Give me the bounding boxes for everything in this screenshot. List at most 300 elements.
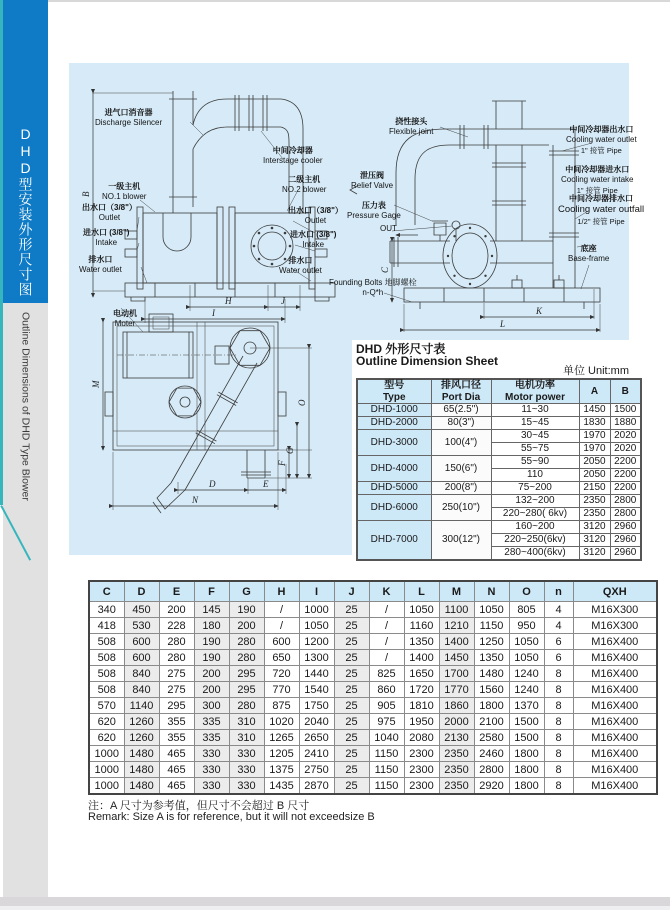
- table-cell: 1450: [579, 404, 610, 417]
- table-cell: 1050: [404, 602, 439, 618]
- table-cell: 1150: [474, 618, 509, 634]
- label-no1-blower: 一级主机 NO.1 blower: [102, 182, 147, 202]
- table-cell: 1200: [299, 634, 334, 650]
- table-cell: 280: [159, 650, 194, 666]
- table-cell: 25: [334, 714, 369, 730]
- table-cell: 2870: [299, 778, 334, 795]
- table-cell: 340: [89, 602, 124, 618]
- sheet-title-cn: DHD 外形尺寸表: [356, 342, 446, 356]
- dim-d: D: [209, 479, 216, 489]
- label-out: OUT: [380, 224, 397, 233]
- table-cell: D: [124, 581, 159, 602]
- table-cell: 330: [194, 762, 229, 778]
- table-cell: M16X400: [573, 746, 657, 762]
- table-cell: 450: [124, 602, 159, 618]
- table-cell: 4: [544, 602, 573, 618]
- label-flexible-joint: 挠性接头 Flexible joint: [389, 117, 434, 137]
- table-cell: 840: [124, 666, 159, 682]
- table-cell: 200: [194, 666, 229, 682]
- table-cell: 25: [334, 746, 369, 762]
- sheet-row: [357, 495, 641, 508]
- table-cell: M16X300: [573, 602, 657, 618]
- table-cell: 1150: [369, 762, 404, 778]
- table-cell: 1350: [474, 650, 509, 666]
- table-row: [89, 650, 657, 666]
- table-cell: 3120: [579, 547, 610, 561]
- table-cell: 860: [369, 682, 404, 698]
- label-cooling-water-outfall: 中间冷却器排水口 Cooling water outfall 1/2" 接管 Pipe: [558, 194, 645, 226]
- table-cell: 2650: [299, 730, 334, 746]
- table-cell: 2300: [404, 778, 439, 795]
- table-cell: 2300: [404, 746, 439, 762]
- table-cell: I: [299, 581, 334, 602]
- table-cell: 2050: [579, 456, 610, 469]
- table-cell: 1480: [124, 762, 159, 778]
- table-cell: 200: [194, 682, 229, 698]
- dim-g: G: [285, 447, 295, 454]
- table-cell: 220~250(6kv): [491, 534, 579, 547]
- table-cell: 1050: [474, 602, 509, 618]
- table-cell: n: [544, 581, 573, 602]
- table-cell: 2920: [474, 778, 509, 795]
- table-cell: 280: [159, 634, 194, 650]
- table-cell: 55~75: [491, 443, 579, 456]
- table-cell: 6: [544, 634, 573, 650]
- bottom-bar: [0, 897, 670, 906]
- table-cell: 1500: [509, 714, 544, 730]
- table-cell: 1250: [474, 634, 509, 650]
- table-cell: 1100: [439, 602, 474, 618]
- bottom-bar-light: [0, 906, 670, 910]
- dim-l: L: [500, 319, 506, 329]
- table-cell: 300(12"): [431, 521, 491, 561]
- table-cell: 2020: [610, 443, 641, 456]
- table-cell: 1480: [124, 778, 159, 795]
- table-row: [89, 634, 657, 650]
- size-table-header-row: [89, 581, 657, 602]
- size-table-body: [89, 602, 657, 795]
- table-cell: DHD-5000: [357, 482, 431, 495]
- col-port: 排风口径 Port Dia: [431, 379, 491, 404]
- table-cell: 2000: [439, 714, 474, 730]
- table-cell: 25: [334, 778, 369, 795]
- table-row: [89, 682, 657, 698]
- table-cell: 275: [159, 682, 194, 698]
- table-cell: 295: [159, 698, 194, 714]
- label-cooling-water-outlet: 中间冷却器出水口 Cooling water outlet 1" 接管 Pipe: [566, 125, 637, 155]
- table-cell: /: [264, 602, 299, 618]
- table-cell: 310: [229, 730, 264, 746]
- page-title-vertical-en: Outline Dimensions of DHD Type Blower: [19, 312, 32, 501]
- table-cell: 3120: [579, 534, 610, 547]
- table-cell: 330: [229, 778, 264, 795]
- label-intake-right: 进水口 (3/8") Intake: [290, 230, 337, 250]
- table-cell: DHD-2000: [357, 417, 431, 430]
- top-view-drawing: [91, 306, 367, 521]
- table-cell: 1260: [124, 730, 159, 746]
- table-cell: 1000: [89, 746, 124, 762]
- table-cell: 508: [89, 650, 124, 666]
- table-row: [89, 698, 657, 714]
- table-cell: 620: [89, 730, 124, 746]
- unit-label: 单位 Unit:mm: [563, 365, 629, 377]
- table-cell: 1050: [299, 618, 334, 634]
- label-pressure-gage: 压力表 Pressure Gage: [347, 201, 401, 221]
- table-cell: 8: [544, 714, 573, 730]
- table-cell: 600: [124, 634, 159, 650]
- table-cell: 2350: [579, 495, 610, 508]
- label-water-outlet-left: 排水口 Water outlet: [79, 255, 122, 275]
- table-cell: M16X400: [573, 698, 657, 714]
- table-cell: 875: [264, 698, 299, 714]
- sidebar-gray-banner: [3, 303, 48, 905]
- table-cell: 330: [229, 762, 264, 778]
- left-accent-line: [0, 0, 3, 505]
- page-title-vertical-cn: DHD型安装外形尺寸图: [17, 126, 34, 297]
- table-cell: 1450: [439, 650, 474, 666]
- sheet-row: [357, 404, 641, 417]
- label-discharge-silencer: 进气口消音器 Discharge Silencer: [95, 108, 163, 128]
- table-cell: DHD-7000: [357, 521, 431, 561]
- table-cell: DHD-1000: [357, 404, 431, 417]
- table-cell: M16X400: [573, 634, 657, 650]
- table-cell: 2350: [439, 778, 474, 795]
- table-cell: 8: [544, 730, 573, 746]
- table-cell: 1560: [474, 682, 509, 698]
- sheet-header-row: [357, 379, 641, 404]
- table-cell: 1800: [474, 698, 509, 714]
- table-cell: 1700: [439, 666, 474, 682]
- table-cell: 110: [491, 469, 579, 482]
- table-cell: 2750: [299, 762, 334, 778]
- table-cell: 2020: [610, 430, 641, 443]
- table-cell: 2580: [474, 730, 509, 746]
- table-cell: 1770: [439, 682, 474, 698]
- table-cell: 2960: [610, 547, 641, 561]
- table-cell: 2050: [579, 469, 610, 482]
- table-cell: 75~200: [491, 482, 579, 495]
- table-cell: 1950: [404, 714, 439, 730]
- table-cell: 530: [124, 618, 159, 634]
- table-row: [89, 714, 657, 730]
- table-cell: 100(4"): [431, 430, 491, 456]
- table-row: [89, 778, 657, 795]
- table-cell: 1150: [369, 778, 404, 795]
- table-cell: 1260: [124, 714, 159, 730]
- table-cell: 1480: [474, 666, 509, 682]
- col-power: 电机功率 Motor power: [491, 379, 579, 404]
- table-cell: 1160: [404, 618, 439, 634]
- table-cell: 465: [159, 746, 194, 762]
- table-cell: /: [369, 602, 404, 618]
- table-cell: 2200: [610, 456, 641, 469]
- table-cell: 200: [159, 602, 194, 618]
- remark-en: Remark: Size A is for reference, but it will not exceedsize B: [88, 811, 375, 823]
- table-cell: 2800: [474, 762, 509, 778]
- table-cell: 2800: [610, 508, 641, 521]
- sheet-row: [357, 430, 641, 443]
- table-cell: K: [369, 581, 404, 602]
- table-cell: 950: [509, 618, 544, 634]
- table-cell: 228: [159, 618, 194, 634]
- table-cell: 190: [194, 634, 229, 650]
- table-cell: 2150: [579, 482, 610, 495]
- table-cell: 2100: [474, 714, 509, 730]
- table-cell: 840: [124, 682, 159, 698]
- table-cell: 1500: [509, 730, 544, 746]
- table-cell: 1400: [404, 650, 439, 666]
- table-cell: 6: [544, 650, 573, 666]
- table-cell: 1970: [579, 443, 610, 456]
- table-cell: 1440: [299, 666, 334, 682]
- sheet-row: [357, 521, 641, 534]
- remark-cn: 注：A 尺寸为参考值，但尺寸不会超过 B 尺寸: [88, 800, 310, 812]
- table-cell: 1750: [299, 698, 334, 714]
- table-cell: G: [229, 581, 264, 602]
- table-cell: 1375: [264, 762, 299, 778]
- table-cell: 465: [159, 778, 194, 795]
- table-cell: 1500: [610, 404, 641, 417]
- table-cell: M16X400: [573, 666, 657, 682]
- dim-j: J: [281, 296, 285, 306]
- table-cell: L: [404, 581, 439, 602]
- table-cell: 145: [194, 602, 229, 618]
- table-cell: 1830: [579, 417, 610, 430]
- table-cell: 25: [334, 762, 369, 778]
- table-cell: E: [159, 581, 194, 602]
- table-cell: 1000: [89, 762, 124, 778]
- table-cell: 25: [334, 618, 369, 634]
- table-cell: 220~280( 6kv): [491, 508, 579, 521]
- table-cell: M16X300: [573, 618, 657, 634]
- table-cell: J: [334, 581, 369, 602]
- table-cell: 25: [334, 634, 369, 650]
- table-cell: 280: [229, 634, 264, 650]
- table-cell: 330: [194, 746, 229, 762]
- table-cell: O: [509, 581, 544, 602]
- table-cell: 200: [229, 618, 264, 634]
- table-cell: /: [369, 634, 404, 650]
- table-cell: M16X400: [573, 762, 657, 778]
- table-cell: DHD-3000: [357, 430, 431, 456]
- table-cell: 770: [264, 682, 299, 698]
- table-cell: 508: [89, 682, 124, 698]
- table-cell: M16X400: [573, 778, 657, 795]
- table-cell: 8: [544, 698, 573, 714]
- table-cell: 600: [124, 650, 159, 666]
- table-cell: 2410: [299, 746, 334, 762]
- dim-n: N: [192, 495, 199, 505]
- table-cell: 2960: [610, 534, 641, 547]
- dim-f: F: [277, 460, 287, 466]
- table-cell: 1860: [439, 698, 474, 714]
- label-base-frame: 底座 Base-frame: [568, 244, 610, 264]
- table-cell: 3120: [579, 521, 610, 534]
- table-cell: 1240: [509, 666, 544, 682]
- table-cell: 25: [334, 666, 369, 682]
- table-cell: 280: [229, 650, 264, 666]
- table-cell: 418: [89, 618, 124, 634]
- table-cell: 1300: [299, 650, 334, 666]
- table-cell: 975: [369, 714, 404, 730]
- label-relief-valve: 泄压阀 Relief Valve: [351, 171, 394, 191]
- col-type: 型号 Type: [357, 379, 431, 404]
- dim-e: E: [263, 479, 269, 489]
- table-cell: 1540: [299, 682, 334, 698]
- table-cell: 2130: [439, 730, 474, 746]
- table-cell: 1020: [264, 714, 299, 730]
- sheet-row: [357, 417, 641, 430]
- table-cell: 295: [229, 666, 264, 682]
- table-cell: 720: [264, 666, 299, 682]
- table-cell: 465: [159, 762, 194, 778]
- table-cell: 1810: [404, 698, 439, 714]
- table-cell: 1210: [439, 618, 474, 634]
- table-cell: 905: [369, 698, 404, 714]
- table-row: [89, 746, 657, 762]
- table-cell: 275: [159, 666, 194, 682]
- table-cell: 30~45: [491, 430, 579, 443]
- dim-o: O: [297, 399, 307, 406]
- table-cell: /: [264, 618, 299, 634]
- sidebar-blue-banner: [3, 0, 48, 303]
- table-cell: 508: [89, 666, 124, 682]
- table-cell: 825: [369, 666, 404, 682]
- table-cell: 8: [544, 666, 573, 682]
- table-cell: DHD-6000: [357, 495, 431, 521]
- table-cell: 1000: [299, 602, 334, 618]
- table-cell: 200(8"): [431, 482, 491, 495]
- table-cell: 1265: [264, 730, 299, 746]
- dim-c: C: [380, 266, 390, 273]
- table-cell: 570: [89, 698, 124, 714]
- table-cell: 1400: [439, 634, 474, 650]
- table-cell: C: [89, 581, 124, 602]
- table-cell: 1880: [610, 417, 641, 430]
- table-cell: 25: [334, 730, 369, 746]
- table-cell: 25: [334, 602, 369, 618]
- table-cell: 2350: [439, 762, 474, 778]
- table-cell: 15~45: [491, 417, 579, 430]
- table-cell: 330: [229, 746, 264, 762]
- table-cell: 180: [194, 618, 229, 634]
- table-cell: 2300: [404, 762, 439, 778]
- table-cell: 1480: [124, 746, 159, 762]
- label-founding-bolts: Founding Bolts 地脚螺栓 n-Q*h: [329, 278, 417, 298]
- table-cell: 1050: [509, 650, 544, 666]
- table-cell: 355: [159, 714, 194, 730]
- table-cell: 1140: [124, 698, 159, 714]
- dim-h: H: [225, 296, 232, 306]
- table-cell: 132~200: [491, 495, 579, 508]
- label-interstage-cooler: 中间冷却器 Interstage cooler: [263, 146, 323, 166]
- table-row: [89, 762, 657, 778]
- label-cooling-water-intake: 中间冷却器进水口 Cooling water intake 1" 接管 Pipe: [561, 165, 634, 195]
- table-cell: 2800: [610, 495, 641, 508]
- table-cell: 25: [334, 682, 369, 698]
- table-cell: 25: [334, 650, 369, 666]
- table-cell: 55~90: [491, 456, 579, 469]
- table-cell: 80(3"): [431, 417, 491, 430]
- table-cell: 1050: [509, 634, 544, 650]
- table-cell: M: [439, 581, 474, 602]
- table-cell: 2350: [439, 746, 474, 762]
- table-cell: 190: [194, 650, 229, 666]
- label-outlet-right: 出水口（3/8"） Outlet: [288, 206, 343, 226]
- table-cell: 65(2.5"): [431, 404, 491, 417]
- table-cell: 1800: [509, 746, 544, 762]
- table-cell: 2200: [610, 482, 641, 495]
- table-cell: 8: [544, 778, 573, 795]
- sheet-row: [357, 482, 641, 495]
- table-cell: H: [264, 581, 299, 602]
- table-row: [89, 666, 657, 682]
- sheet-title-en: Outline Dimension Sheet: [356, 354, 499, 368]
- table-cell: 650: [264, 650, 299, 666]
- table-cell: 335: [194, 730, 229, 746]
- table-cell: 1150: [369, 746, 404, 762]
- table-cell: 2460: [474, 746, 509, 762]
- table-cell: M16X400: [573, 682, 657, 698]
- table-cell: 508: [89, 634, 124, 650]
- table-cell: 280: [229, 698, 264, 714]
- table-cell: 2350: [579, 508, 610, 521]
- table-cell: 1435: [264, 778, 299, 795]
- table-cell: 2080: [404, 730, 439, 746]
- outline-dimension-sheet: [356, 378, 642, 561]
- col-a: A: [579, 379, 610, 404]
- table-cell: 620: [89, 714, 124, 730]
- table-cell: 160~200: [491, 521, 579, 534]
- table-cell: /: [369, 618, 404, 634]
- table-cell: 1970: [579, 430, 610, 443]
- table-cell: 8: [544, 682, 573, 698]
- table-row: [89, 618, 657, 634]
- table-cell: 295: [229, 682, 264, 698]
- table-cell: N: [474, 581, 509, 602]
- table-cell: 4: [544, 618, 573, 634]
- dimension-sheet-body: [357, 404, 641, 561]
- table-cell: 150(6"): [431, 456, 491, 482]
- table-cell: 300: [194, 698, 229, 714]
- col-b: B: [610, 379, 641, 404]
- dim-k: K: [536, 306, 543, 316]
- table-cell: QXH: [573, 581, 657, 602]
- table-cell: 280~400(6kv): [491, 547, 579, 561]
- dim-m: M: [91, 380, 101, 388]
- table-cell: 1350: [404, 634, 439, 650]
- table-cell: 2960: [610, 521, 641, 534]
- table-cell: 1650: [404, 666, 439, 682]
- table-cell: 1205: [264, 746, 299, 762]
- sheet-row: [357, 456, 641, 469]
- table-cell: F: [194, 581, 229, 602]
- top-hairline: [0, 0, 670, 2]
- table-cell: M16X400: [573, 714, 657, 730]
- table-cell: 1370: [509, 698, 544, 714]
- table-cell: 250(10"): [431, 495, 491, 521]
- dim-b: B: [81, 191, 91, 197]
- label-outlet-left: 出水口（3/8"） Outlet: [82, 203, 137, 223]
- table-cell: 1240: [509, 682, 544, 698]
- table-cell: 8: [544, 762, 573, 778]
- size-table: [88, 580, 658, 795]
- table-cell: 805: [509, 602, 544, 618]
- table-cell: 600: [264, 634, 299, 650]
- table-cell: 1800: [509, 762, 544, 778]
- label-intake-left: 进水口 (3/8") Intake: [83, 228, 130, 248]
- table-cell: 335: [194, 714, 229, 730]
